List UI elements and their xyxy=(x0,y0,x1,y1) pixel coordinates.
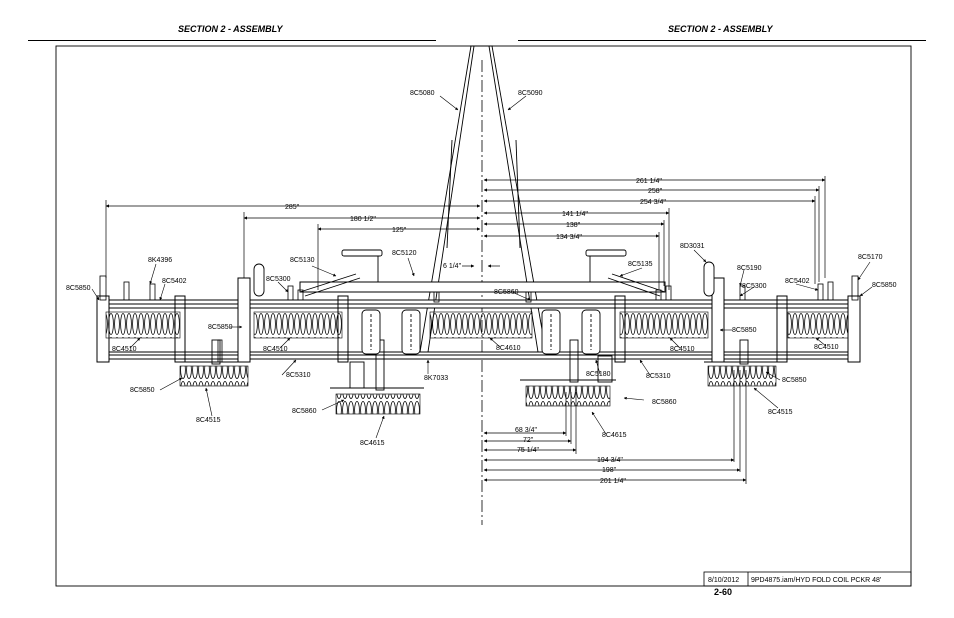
dim-141: 141 1/4" xyxy=(562,211,588,218)
callout-8C5310-right: 8C5310 xyxy=(646,373,671,380)
callout-8C5860-right: 8C5860 xyxy=(652,399,677,406)
coil-row-center xyxy=(430,312,532,338)
callout-8C5180: 8C5180 xyxy=(586,371,611,378)
coil-row-lower-left xyxy=(180,366,248,386)
callout-8C4510-left-center: 8C4510 xyxy=(263,346,288,353)
callout-8K4396: 8K4396 xyxy=(148,257,173,264)
coil-row-lower-right xyxy=(708,366,776,386)
callout-8C5850-left-mid: 8C5850 xyxy=(208,324,233,331)
callout-8C5300-right: 8C5300 xyxy=(742,283,767,290)
callout-8C4515-right: 8C4515 xyxy=(768,409,793,416)
dim-194: 194 3/4" xyxy=(597,457,623,464)
section-header-left: SECTION 2 - ASSEMBLY xyxy=(178,24,283,34)
callout-8C5402-left: 8C5402 xyxy=(162,278,187,285)
coil-row-left-inner xyxy=(254,312,342,338)
dim-134: 134 3/4" xyxy=(556,234,582,241)
callout-8C4615-left: 8C4615 xyxy=(360,440,385,447)
dim-68: 68 3/4" xyxy=(515,427,537,434)
dim-254: 254 3/4" xyxy=(640,199,666,206)
dim-72: 72" xyxy=(523,437,534,444)
callout-8C5300-left: 8C5300 xyxy=(266,276,291,283)
page-number: 2-60 xyxy=(714,587,733,597)
callout-8C4510-right: 8C4510 xyxy=(814,344,839,351)
callout-8C4615-right: 8C4615 xyxy=(602,432,627,439)
dim-261: 261 1/4" xyxy=(636,178,662,185)
callout-8C4610: 8C4610 xyxy=(496,345,521,352)
coil-row-lower-right-center xyxy=(526,386,610,406)
callout-8C5130: 8C5130 xyxy=(290,257,315,264)
callout-8C5850-left: 8C5850 xyxy=(66,285,91,292)
callout-8C5860-center: 8C5860 xyxy=(494,289,519,296)
callout-8C5170: 8C5170 xyxy=(858,254,883,261)
callout-8C5120: 8C5120 xyxy=(392,250,417,257)
dim-6: 6 1/4" xyxy=(443,263,462,270)
dim-285: 285" xyxy=(285,204,300,211)
dim-198: 198" xyxy=(602,467,617,474)
coil-row-right-inner xyxy=(620,312,708,338)
callout-8K7033: 8K7033 xyxy=(424,375,449,382)
callout-8C5135: 8C5135 xyxy=(628,261,653,268)
dim-180: 180 1/2" xyxy=(350,216,376,223)
coil-row-right-outer xyxy=(788,312,848,338)
dim-75: 75 1/4" xyxy=(517,447,539,454)
callout-8C5850-right-mid: 8C5850 xyxy=(732,327,757,334)
callout-8C5850-left-bottom: 8C5850 xyxy=(130,387,155,394)
callout-8C5080: 8C5080 xyxy=(410,90,435,97)
drawing-file-name: 9PD4875.iam/HYD FOLD COIL PCKR 48' xyxy=(751,577,882,584)
callout-8C5402-right: 8C5402 xyxy=(785,278,810,285)
section-header-right: SECTION 2 - ASSEMBLY xyxy=(668,24,773,34)
coil-row-left-outer xyxy=(106,312,180,338)
callout-8C5310-left: 8C5310 xyxy=(286,372,311,379)
callout-8C4510-right-center: 8C4510 xyxy=(670,346,695,353)
callout-8D3031: 8D3031 xyxy=(680,243,705,250)
callout-8C4515-left: 8C4515 xyxy=(196,417,221,424)
callout-8C4510-left: 8C4510 xyxy=(112,346,137,353)
callout-8C5850-right: 8C5850 xyxy=(872,282,897,289)
callout-8C5850-right-bottom: 8C5850 xyxy=(782,377,807,384)
coil-row-lower-left-center xyxy=(336,394,420,414)
callout-8C5090: 8C5090 xyxy=(518,90,543,97)
callout-8C5190: 8C5190 xyxy=(737,265,762,272)
part-callouts xyxy=(66,90,897,447)
dim-201: 201 1/4" xyxy=(600,478,626,485)
callout-8C5860-left: 8C5860 xyxy=(292,408,317,415)
dim-258: 258" xyxy=(648,188,663,195)
drawing-date: 8/10/2012 xyxy=(708,577,740,584)
dim-138: 138" xyxy=(566,222,581,229)
dim-125: 125" xyxy=(392,227,407,234)
